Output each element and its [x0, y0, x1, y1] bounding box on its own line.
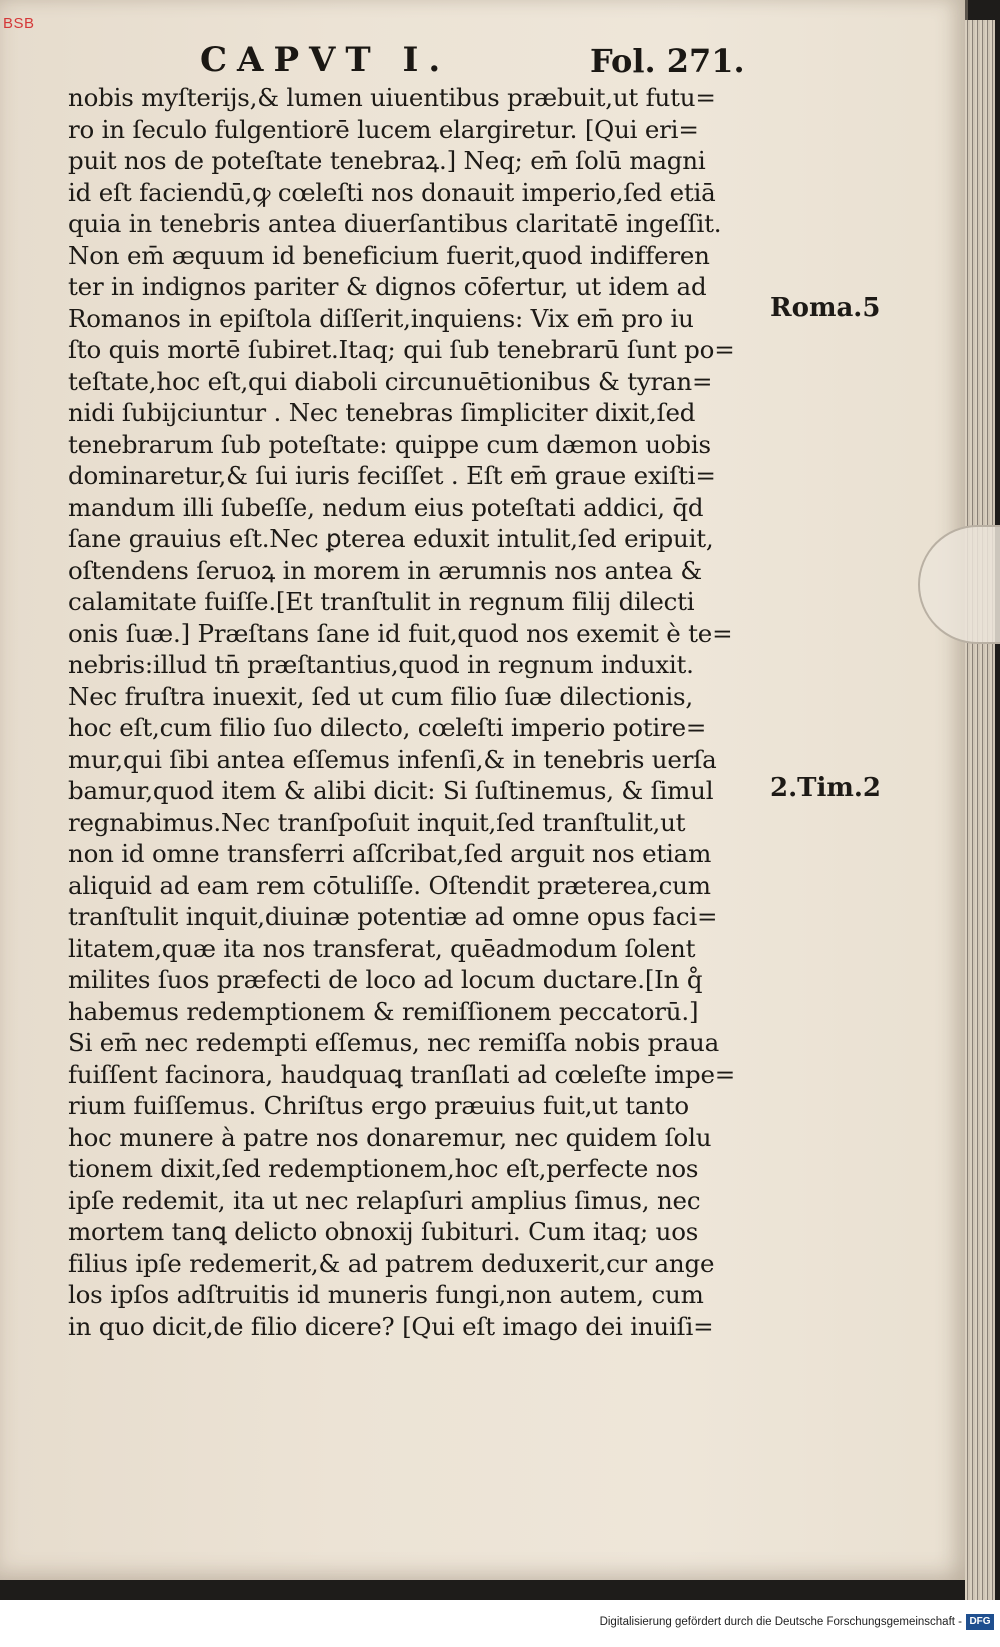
folio-number: Fol. 271.	[590, 42, 745, 80]
text-line: oſtendens ſeruoꝝ in morem in ærumnis nos antea &	[68, 555, 702, 585]
text-line: filius ipſe redemerit,& ad patrem deduxerit,cur ange	[68, 1248, 715, 1278]
text-line: habemus redemptionem & remiſſionem peccatorū.]	[68, 996, 699, 1026]
text-line: teſtate,hoc eſt,qui diaboli circunuētionibus & tyran=	[68, 366, 713, 396]
text-line: bamur,quod item & alibi dicit: Si ſuſtinemus, & ſimul	[68, 776, 714, 805]
text-line: quia in tenebris antea diuerſantibus claritatē ingeſſit.	[68, 209, 722, 238]
text-line: Romanos in epiſtola diſſerit,inquiens: Vix em̄ pro iu	[68, 303, 694, 333]
text-line: mandum illi ſubeſſe, nedum eius poteſtati addici, q̄d	[68, 492, 704, 522]
text-line: ter in indignos pariter & dignos cōfertur, ut idem ad	[68, 272, 707, 301]
page-edges	[965, 20, 995, 1600]
body-text	[68, 82, 768, 1342]
text-line: litatem,quæ ita nos transferat, quēadmodum ſolent	[68, 933, 696, 963]
text-line: milites ſuos præfecti de loco ad locum ductare.[In q̊	[68, 965, 703, 994]
text-line: nidi ſubijciuntur . Nec tenebras ſimpliciter dixit,ſed	[68, 398, 696, 427]
text-line: aliquid ad eam rem cōtuliſſe. Oſtendit præterea,cum	[68, 870, 711, 900]
text-line: id eſt faciendū,ꝙ cœleſti nos donauit imperio,ſed etiā	[68, 177, 716, 207]
text-line: ſane grauius eſt.Nec ꝑterea eduxit intulit,ſed eripuit,	[68, 524, 714, 553]
text-line: Nec fruſtra inuexit, ſed ut cum filio ſuæ dilectionis,	[68, 681, 693, 711]
text-line: hoc eſt,cum filio ſuo dilecto, cœleſti imperio potire=	[68, 713, 707, 742]
text-line: tranſtulit inquit,diuinæ potentiæ ad omne opus faci=	[68, 902, 718, 931]
margin-note-roma: Roma.5	[770, 293, 881, 323]
text-line: mur,qui ſibi antea eſſemus infenſi,& in tenebris uerſa	[68, 744, 717, 774]
text-line: ſto quis mortē ſubiret.Itaq; qui ſub tenebrarū ſunt po=	[68, 335, 735, 364]
margin-note-timothy: 2.Tim.2	[770, 773, 882, 803]
text-line: Si em̄ nec redempti eſſemus, nec remiſſa nobis praua	[68, 1028, 719, 1057]
text-line: dominaretur,& ſui iuris feciſſet . Eſt em̄ graue exiſti=	[68, 461, 716, 490]
text-line: nebris:illud tn̄ præſtantius,quod in regnum induxit.	[68, 650, 694, 679]
text-line: onis ſuæ.] Præſtans ſane id fuit,quod nos exemit è te=	[68, 618, 733, 648]
text-line: mortem tanꝗ delicto obnoxij ſubituri. Cum itaq; uos	[68, 1217, 699, 1246]
text-line: los ipſos adſtruitis id muneris fungi,non autem, cum	[68, 1280, 704, 1309]
footer-bar	[0, 1600, 1000, 1647]
text-line: rium fuiſſemus. Chriſtus ergo præuius fuit,ut tanto	[68, 1091, 689, 1120]
text-line: in quo dicit,de filio dicere? [Qui eſt imago dei inuiſi=	[68, 1311, 714, 1341]
text-line: ro in ſeculo fulgentiorē lucem elargiretur. [Qui eri=	[68, 114, 699, 144]
text-line: nobis myſterijs,& lumen uiuentibus præbuit,ut futu=	[68, 83, 716, 112]
text-line: regnabimus.Nec tranſpoſuit inquit,ſed tranſtulit,ut	[68, 807, 686, 837]
text-line: tenebrarum ſub poteſtate: quippe cum dæmon uobis	[68, 429, 711, 459]
library-watermark: BSB	[3, 15, 35, 32]
text-line: fuiſſent facinora, haudquaꝗ tranſlati ad cœleſte impe=	[68, 1059, 736, 1089]
text-line: puit nos de poteſtate tenebraꝝ.] Neq; em̄ ſolū magni	[68, 146, 706, 175]
text-line: calamitate fuiſſe.[Et tranſtulit in regnum filij dilecti	[68, 587, 695, 616]
text-line: tionem dixit,ſed redemptionem,hoc eſt,perfecte nos	[68, 1154, 699, 1183]
footer-credit: Digitalisierung gefördert durch die Deutsche Forschungsgemeinschaft -	[599, 1616, 962, 1628]
chapter-heading: CAPVT I.	[200, 40, 451, 80]
dfg-logo: DFG	[966, 1614, 994, 1630]
text-line: non id omne transferri aſſcribat,ſed arguit nos etiam	[68, 839, 712, 868]
text-line: hoc munere à patre nos donaremur, nec quidem ſolu	[68, 1122, 712, 1152]
text-line: ipſe redemit, ita ut nec relapſuri amplius ſimus, nec	[68, 1185, 701, 1215]
text-line: Non em̄ æquum id beneficium fuerit,quod indifferen	[68, 240, 710, 270]
